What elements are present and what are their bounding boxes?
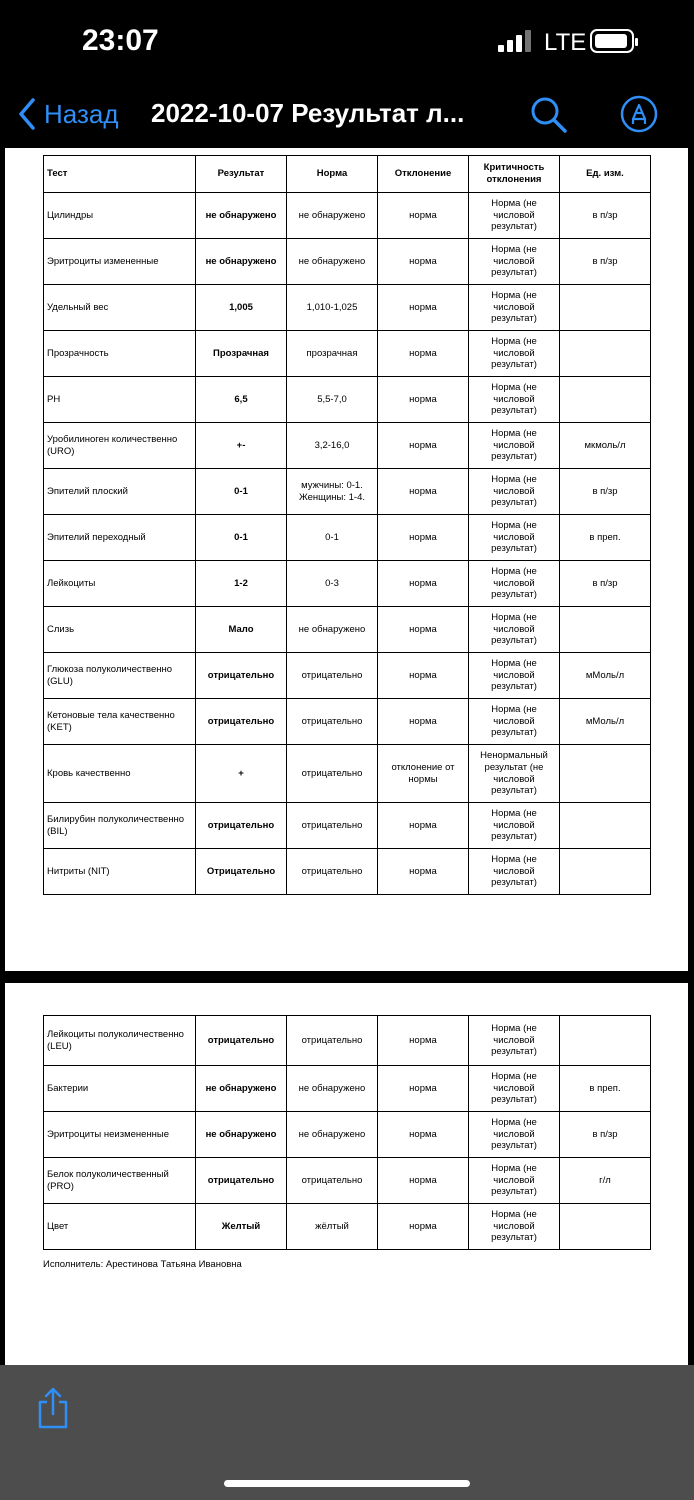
cell-test: Глюкоза полуколичественно (GLU) [44,653,196,699]
cell-deviation: норма [378,1066,469,1112]
cell-result: Желтый [196,1204,287,1250]
cell-norm: 0-1 [287,515,378,561]
cell-test: Уробилиноген количественно (URO) [44,423,196,469]
cell-unit [560,607,651,653]
cell-norm: прозрачная [287,331,378,377]
status-time: 23:07 [82,24,159,57]
table-row [44,1066,651,1112]
cell-deviation: норма [378,1158,469,1204]
status-bar [0,0,694,80]
table-row [44,803,651,849]
cell-norm: отрицательно [287,699,378,745]
table-row [44,377,651,423]
table-row [44,653,651,699]
battery-icon [590,29,634,53]
cell-test: Нитриты (NIT) [44,849,196,895]
cell-criticality: Норма (не числовой результат) [469,331,560,377]
cell-criticality: Норма (не числовой результат) [469,1112,560,1158]
table-row [44,285,651,331]
cell-norm: 1,010-1,025 [287,285,378,331]
cell-deviation: норма [378,653,469,699]
cell-norm: не обнаружено [287,1066,378,1112]
table-row [44,423,651,469]
cell-norm: не обнаружено [287,239,378,285]
cell-result: отрицательно [196,699,287,745]
cell-criticality: Норма (не числовой результат) [469,803,560,849]
back-label: Назад [44,98,119,129]
cell-deviation: норма [378,803,469,849]
cell-deviation: норма [378,607,469,653]
cell-norm: 3,2-16,0 [287,423,378,469]
cell-unit: мМоль/л [560,653,651,699]
cell-deviation: норма [378,239,469,285]
table-row [44,1112,651,1158]
cell-result: отрицательно [196,803,287,849]
table-row [44,1158,651,1204]
executor-label: Исполнитель: Арестинова Татьяна Ивановна [43,1259,242,1270]
cell-norm: отрицательно [287,745,378,803]
cell-unit: в преп. [560,1066,651,1112]
cell-deviation: норма [378,331,469,377]
cell-unit: г/л [560,1158,651,1204]
cell-norm: отрицательно [287,1016,378,1066]
cell-result: Прозрачная [196,331,287,377]
cell-test: Кетоновые тела качественно (KET) [44,699,196,745]
cell-unit [560,331,651,377]
cell-result: не обнаружено [196,239,287,285]
cell-criticality: Норма (не числовой результат) [469,1016,560,1066]
cell-test: Цвет [44,1204,196,1250]
cell-deviation: норма [378,1016,469,1066]
cell-test: Эритроциты неизмененные [44,1112,196,1158]
cell-norm: не обнаружено [287,607,378,653]
cell-test: Кровь качественно [44,745,196,803]
cell-unit: мМоль/л [560,699,651,745]
cell-unit [560,1016,651,1066]
cell-criticality: Норма (не числовой результат) [469,423,560,469]
cell-criticality: Норма (не числовой результат) [469,1158,560,1204]
header-test: Тест [44,156,196,193]
cell-deviation: норма [378,377,469,423]
cell-result: Мало [196,607,287,653]
search-icon[interactable] [528,94,568,134]
results-table [43,155,651,895]
cell-test: Эпителий плоский [44,469,196,515]
cell-unit: в п/зр [560,561,651,607]
cell-unit: в п/зр [560,193,651,239]
table-row [44,849,651,895]
cell-criticality: Норма (не числовой результат) [469,607,560,653]
cell-result: 0-1 [196,515,287,561]
table-row [44,1016,651,1066]
header-deviation: Отклонение [378,156,469,193]
cell-deviation: норма [378,515,469,561]
cell-unit: в п/зр [560,469,651,515]
cell-result: отрицательно [196,653,287,699]
table-row [44,331,651,377]
network-label: LTE [544,29,587,56]
cell-criticality: Норма (не числовой результат) [469,849,560,895]
cell-norm: отрицательно [287,653,378,699]
cell-result: Отрицательно [196,849,287,895]
cell-criticality: Норма (не числовой результат) [469,469,560,515]
cell-test: PH [44,377,196,423]
cell-deviation: норма [378,1112,469,1158]
cell-test: Билирубин полуколичественно (BIL) [44,803,196,849]
cell-unit: мкмоль/л [560,423,651,469]
cell-criticality: Норма (не числовой результат) [469,193,560,239]
share-icon[interactable] [35,1387,71,1429]
cell-deviation: норма [378,193,469,239]
cell-result: 0-1 [196,469,287,515]
cell-result: + [196,745,287,803]
cell-criticality: Норма (не числовой результат) [469,653,560,699]
cell-unit [560,803,651,849]
cell-result: +- [196,423,287,469]
table-row [44,561,651,607]
document-page-2 [5,983,688,1365]
cell-norm: мужчины: 0-1. Женщины: 1-4. [287,469,378,515]
header-norm: Норма [287,156,378,193]
cell-deviation: норма [378,699,469,745]
cell-deviation: норма [378,469,469,515]
cell-result: 6,5 [196,377,287,423]
cell-deviation: норма [378,285,469,331]
markup-icon[interactable] [619,94,659,134]
cell-test: Цилиндры [44,193,196,239]
cell-test: Удельный вес [44,285,196,331]
cell-criticality: Норма (не числовой результат) [469,1204,560,1250]
cell-unit [560,745,651,803]
header-unit: Ед. изм. [560,156,651,193]
back-button[interactable] [18,94,119,134]
header-criticality: Критичность отклонения [469,156,560,193]
header-result: Результат [196,156,287,193]
cell-norm: не обнаружено [287,193,378,239]
cell-criticality: Норма (не числовой результат) [469,699,560,745]
cell-test: Слизь [44,607,196,653]
cell-deviation: норма [378,849,469,895]
table-row [44,469,651,515]
table-row [44,193,651,239]
cell-unit: в п/зр [560,239,651,285]
cell-test: Лейкоциты [44,561,196,607]
cell-unit [560,377,651,423]
cell-test: Бактерии [44,1066,196,1112]
cell-unit: в преп. [560,515,651,561]
cell-result: не обнаружено [196,1112,287,1158]
cell-criticality: Норма (не числовой результат) [469,515,560,561]
table-header-row [44,156,651,193]
cell-result: не обнаружено [196,193,287,239]
cell-result: 1,005 [196,285,287,331]
table-row [44,745,651,803]
cell-deviation: норма [378,561,469,607]
cell-norm: жёлтый [287,1204,378,1250]
cell-deviation: норма [378,423,469,469]
cell-unit: в п/зр [560,1112,651,1158]
cell-deviation: норма [378,1204,469,1250]
cell-result: отрицательно [196,1158,287,1204]
document-page-1 [5,148,688,971]
cell-test: Прозрачность [44,331,196,377]
cell-norm: 5,5-7,0 [287,377,378,423]
table-row [44,699,651,745]
cell-unit [560,849,651,895]
cell-norm: отрицательно [287,849,378,895]
table-row [44,607,651,653]
cell-unit [560,1204,651,1250]
cell-criticality: Норма (не числовой результат) [469,239,560,285]
cell-norm: не обнаружено [287,1112,378,1158]
table-row [44,1204,651,1250]
cell-criticality: Норма (не числовой результат) [469,377,560,423]
chevron-left-icon [18,98,36,130]
cell-result: отрицательно [196,1016,287,1066]
navigation-bar [0,80,694,148]
cell-criticality: Ненормальный результат (не числовой результат) [469,745,560,803]
cell-norm: 0-3 [287,561,378,607]
results-table-continued [43,1015,651,1250]
cell-criticality: Норма (не числовой результат) [469,1066,560,1112]
cell-result: не обнаружено [196,1066,287,1112]
cell-test: Белок полуколичественный (PRO) [44,1158,196,1204]
cell-test: Эпителий переходный [44,515,196,561]
cell-result: 1-2 [196,561,287,607]
cell-test: Лейкоциты полуколичественно (LEU) [44,1016,196,1066]
cell-deviation: отклонение от нормы [378,745,469,803]
cell-criticality: Норма (не числовой результат) [469,561,560,607]
signal-icon [498,30,538,52]
home-indicator [224,1480,470,1487]
document-title: 2022-10-07 Результат л... [151,98,465,128]
table-row [44,239,651,285]
cell-test: Эритроциты измененные [44,239,196,285]
cell-norm: отрицательно [287,803,378,849]
cell-norm: отрицательно [287,1158,378,1204]
cell-unit [560,285,651,331]
table-row [44,515,651,561]
cell-criticality: Норма (не числовой результат) [469,285,560,331]
